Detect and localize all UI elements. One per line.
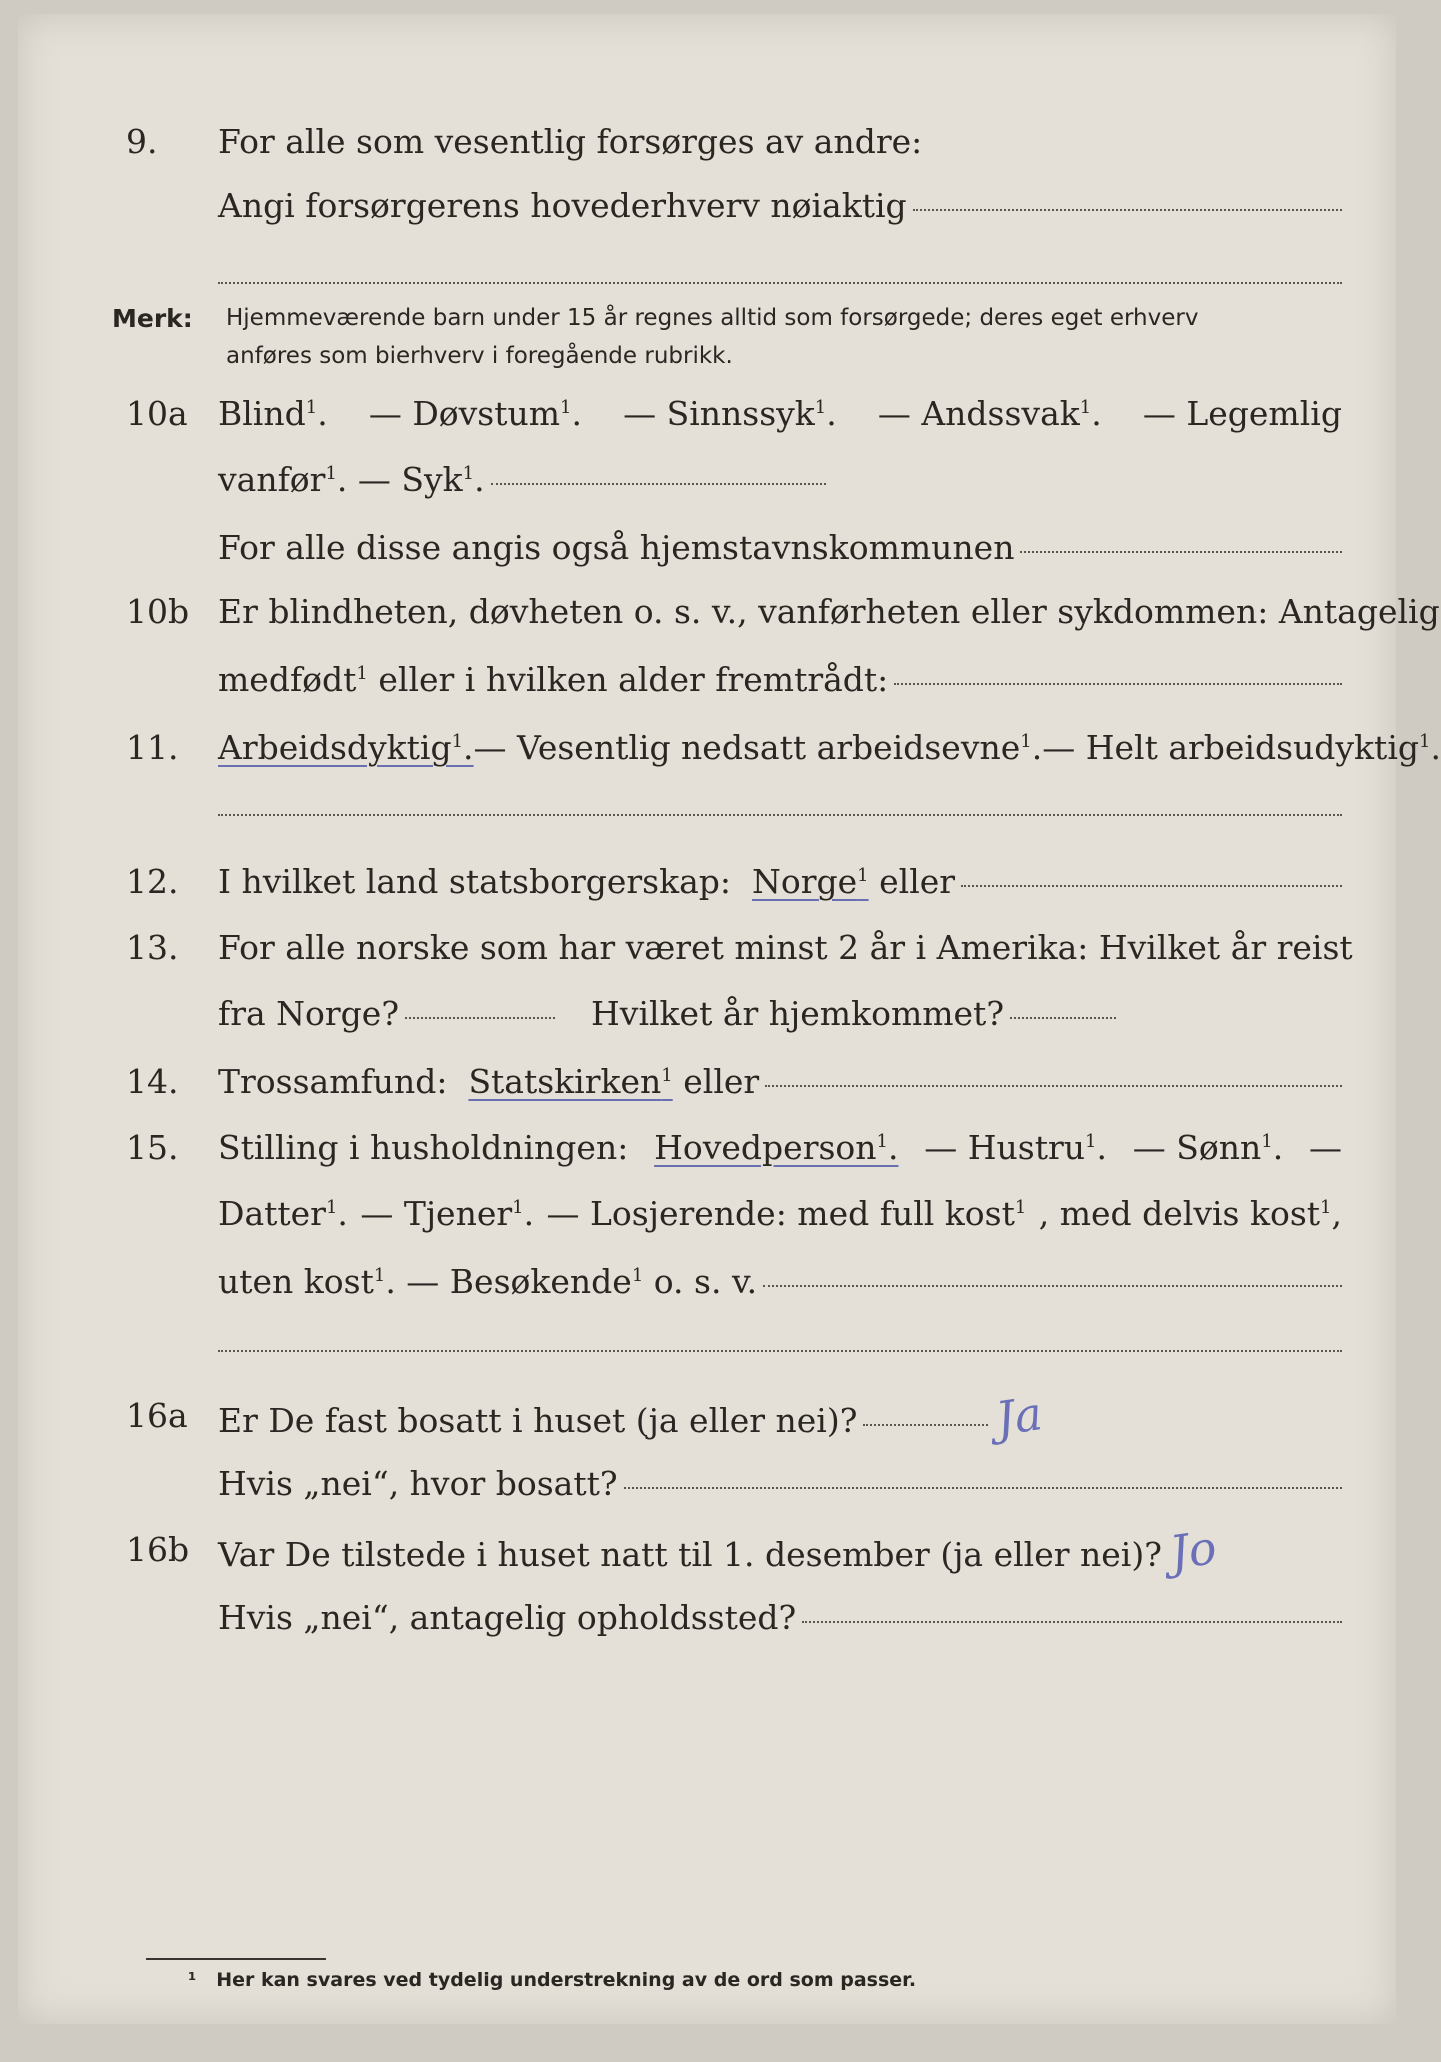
q15-dash: — xyxy=(1308,1128,1342,1167)
q9-answer-field-2[interactable] xyxy=(218,282,1342,284)
q16a-number: 16a xyxy=(126,1396,188,1435)
q9-line1 xyxy=(218,122,1342,162)
q10a-hjemstavn-field[interactable] xyxy=(1020,551,1342,553)
q10a-number: 10a xyxy=(126,394,188,433)
q15-datter[interactable]: Datter$^1$. xyxy=(218,1194,348,1233)
q9-answer-field[interactable] xyxy=(913,209,1342,211)
q9-number: 9. xyxy=(126,122,158,161)
q15-answer-field-2[interactable] xyxy=(218,1350,1342,1352)
footnote-rule xyxy=(146,1958,326,1960)
q12-answer-field[interactable] xyxy=(961,885,1342,887)
q11-line1 xyxy=(218,728,1441,768)
q10a-syk: — Syk$^1$. xyxy=(357,460,485,499)
q10b-number: 10b xyxy=(126,592,190,631)
q10b-line1 xyxy=(218,592,1440,632)
q14-answer-field[interactable] xyxy=(765,1085,1342,1087)
q15-osv: o. s. v. xyxy=(653,1262,758,1301)
q16b-handwritten-answer: Jo xyxy=(1166,1520,1220,1580)
q15-losjerende-delvis[interactable]: , med delvis kost$^1$, xyxy=(1038,1194,1342,1233)
q10b-medfodt: medfødt$^1$ xyxy=(218,660,368,699)
census-form-page xyxy=(18,14,1441,2024)
q15-uten-kost[interactable]: uten kost$^1$. xyxy=(218,1262,407,1301)
footnote-mark: ¹ xyxy=(188,1969,197,1991)
q14-number: 14. xyxy=(126,1062,179,1101)
q10b-line2-text: eller i hvilken alder fremtrådt: xyxy=(378,660,889,699)
q10a-line3 xyxy=(218,528,1342,568)
q15-sonn[interactable]: — Sønn$^1$. xyxy=(1132,1128,1284,1167)
q15-line2 xyxy=(218,1194,1342,1234)
q10a-andssvak: — Andssvak$^1$. xyxy=(877,394,1102,433)
q14-statskirken[interactable]: Statskirken$^1$ xyxy=(468,1062,673,1101)
footnote-text: Her kan svares ved tydelig understrekning av de ord som passer. xyxy=(216,1969,917,1991)
q9-line2 xyxy=(218,186,1342,226)
q13-hjemkommet-field[interactable] xyxy=(1010,1017,1116,1019)
q16b-question: Var De tilstede i huset natt til 1. desember (ja eller nei)? xyxy=(218,1535,1162,1574)
q16a-followup: Hvis „nei“, hvor bosatt? xyxy=(218,1464,618,1503)
q9-line2-text: Angi forsørgerens hovederhverv nøiaktig xyxy=(218,186,907,225)
q14-line1 xyxy=(218,1062,1342,1102)
q11-arbeidsdyktig[interactable]: Arbeidsdyktig$^1$. xyxy=(218,728,474,767)
q15-tjener[interactable]: — Tjener$^1$. xyxy=(360,1194,535,1233)
merk-line2: anføres som bierhverv i foregående rubrikk. xyxy=(226,343,733,369)
q10a-blind: Blind$^1$. xyxy=(218,394,328,433)
merk-line1: Hjemmeværende barn under 15 år regnes alltid som forsørgede; deres eget erhverv xyxy=(226,305,1199,331)
q16a-handwritten-answer: Ja xyxy=(992,1386,1046,1446)
q11-number: 11. xyxy=(126,728,179,767)
q14-eller: eller xyxy=(683,1062,760,1101)
q10a-answer-field[interactable] xyxy=(491,483,826,485)
footnote xyxy=(188,1969,916,1991)
q13-hjemkommet-label: Hvilket år hjemkommet? xyxy=(591,994,1005,1033)
q16b-line1 xyxy=(218,1520,1236,1580)
q11-nedsatt[interactable]: — Vesentlig nedsatt arbeidsevne$^1$. xyxy=(473,728,1043,767)
q10a-dovstum: — Døvstum$^1$. xyxy=(368,394,582,433)
q10b-answer-field[interactable] xyxy=(894,683,1342,685)
q16a-line2 xyxy=(218,1464,1342,1504)
q13-reist-label: fra Norge? xyxy=(218,994,400,1033)
q13-line2 xyxy=(218,994,1116,1034)
q12-line1 xyxy=(218,862,1342,902)
q15-losjerende-full[interactable]: — Losjerende: med full kost$^1$ xyxy=(546,1194,1027,1233)
q16b-followup: Hvis „nei“, antagelig opholdssted? xyxy=(218,1598,797,1637)
q16b-opholdssted-field[interactable] xyxy=(802,1621,1342,1623)
q12-number: 12. xyxy=(126,862,179,901)
q15-hovedperson[interactable]: Hovedperson$^1$. xyxy=(654,1128,899,1167)
q10a-line1 xyxy=(218,394,1342,434)
q12-text: I hvilket land statsborgerskap: xyxy=(218,862,732,901)
q13-number: 13. xyxy=(126,928,179,967)
q16a-line1 xyxy=(218,1386,1046,1446)
q10b-line1-text: Er blindheten, døvheten o. s. v., vanførheten eller sykdommen: Antagelig xyxy=(218,592,1440,631)
q11-udyktig[interactable]: — Helt arbeidsudyktig$^1$. xyxy=(1042,728,1441,767)
q16b-number: 16b xyxy=(126,1530,190,1569)
q10a-legemlig: — Legemlig xyxy=(1142,394,1342,433)
merk-label: Merk: xyxy=(112,304,193,333)
q16a-answer-field[interactable] xyxy=(863,1424,988,1426)
q10a-vanfor: vanfør$^1$. xyxy=(218,460,358,499)
q15-line3 xyxy=(218,1262,1342,1302)
q13-line1 xyxy=(218,928,1353,968)
q13-line1-text: For alle norske som har været minst 2 år i Amerika: Hvilket år reist xyxy=(218,928,1353,967)
q15-line1 xyxy=(218,1128,1342,1168)
q11-answer-field[interactable] xyxy=(218,814,1342,816)
q9-line1-text: For alle som vesentlig forsørges av andre: xyxy=(218,122,923,161)
q15-number: 15. xyxy=(126,1128,179,1167)
q16a-bosatt-field[interactable] xyxy=(624,1487,1342,1489)
q15-hustru[interactable]: — Hustru$^1$. xyxy=(924,1128,1107,1167)
q15-besokende[interactable]: — Besøkende$^1$ xyxy=(406,1262,644,1301)
q14-text: Trossamfund: xyxy=(218,1062,448,1101)
q10a-line3-text: For alle disse angis også hjemstavnskommunen xyxy=(218,528,1015,567)
q10a-sinnssyk: — Sinnssyk$^1$. xyxy=(623,394,837,433)
q15-answer-field[interactable] xyxy=(763,1285,1342,1287)
q12-norge[interactable]: Norge$^1$ xyxy=(752,862,869,901)
q16a-question: Er De fast bosatt i huset (ja eller nei)? xyxy=(218,1401,858,1440)
q10a-line2 xyxy=(218,460,826,500)
q16b-line2 xyxy=(218,1598,1342,1638)
q10b-line2 xyxy=(218,660,1342,700)
q13-reist-field[interactable] xyxy=(405,1017,555,1019)
q12-eller: eller xyxy=(879,862,956,901)
q15-intro: Stilling i husholdningen: xyxy=(218,1128,629,1167)
